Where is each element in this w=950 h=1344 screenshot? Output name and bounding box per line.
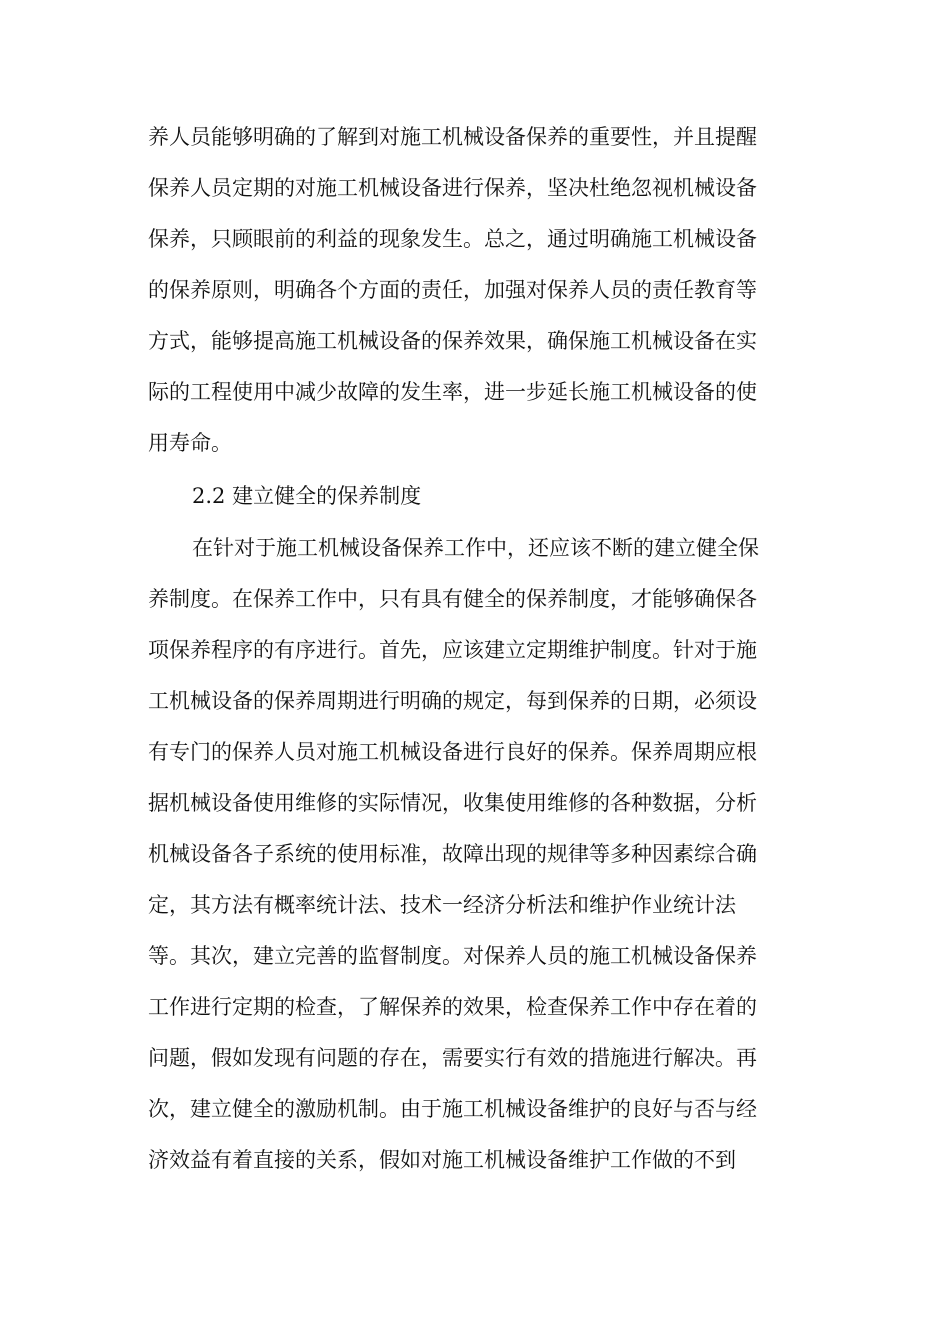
text-line: 次，建立健全的激励机制。由于施工机械设备维护的良好与否与经 bbox=[148, 1097, 757, 1121]
text-line: 方式，能够提高施工机械设备的保养效果，确保施工机械设备在实 bbox=[148, 329, 757, 353]
text-line: 问题，假如发现有问题的存在，需要实行有效的措施进行解决。再 bbox=[148, 1046, 757, 1070]
text-line: 在针对于施工机械设备保养工作中，还应该不断的建立健全保 bbox=[192, 536, 759, 560]
text-line: 保养，只顾眼前的利益的现象发生。总之，通过明确施工机械设备 bbox=[148, 227, 757, 251]
text-line: 机械设备各子系统的使用标准，故障出现的规律等多种因素综合确 bbox=[148, 842, 757, 866]
text-line: 养人员能够明确的了解到对施工机械设备保养的重要性，并且提醒 bbox=[148, 125, 757, 149]
text-line: 养制度。在保养工作中，只有具有健全的保养制度，才能够确保各 bbox=[148, 587, 757, 611]
text-line: 用寿命。 bbox=[148, 431, 232, 455]
text-line: 济效益有着直接的关系，假如对施工机械设备维护工作做的不到 bbox=[148, 1148, 736, 1172]
text-line: 有专门的保养人员对施工机械设备进行良好的保养。保养周期应根 bbox=[148, 740, 757, 764]
text-line: 的保养原则，明确各个方面的责任，加强对保养人员的责任教育等 bbox=[148, 278, 757, 302]
text-line: 际的工程使用中减少故障的发生率，进一步延长施工机械设备的使 bbox=[148, 380, 757, 404]
text-line: 定，其方法有概率统计法、技术一经济分析法和维护作业统计法 bbox=[148, 893, 736, 917]
text-line: 据机械设备使用维修的实际情况，收集使用维修的各种数据，分析 bbox=[148, 791, 757, 815]
section-heading: 2.2 建立健全的保养制度 bbox=[192, 484, 422, 508]
text-line: 项保养程序的有序进行。首先，应该建立定期维护制度。针对于施 bbox=[148, 638, 757, 662]
text-line: 工作进行定期的检查，了解保养的效果，检查保养工作中存在着的 bbox=[148, 995, 757, 1019]
text-line: 工机械设备的保养周期进行明确的规定，每到保养的日期，必须设 bbox=[148, 689, 757, 713]
text-line: 保养人员定期的对施工机械设备进行保养，坚决杜绝忽视机械设备 bbox=[148, 176, 757, 200]
text-line: 等。其次，建立完善的监督制度。对保养人员的施工机械设备保养 bbox=[148, 944, 757, 968]
